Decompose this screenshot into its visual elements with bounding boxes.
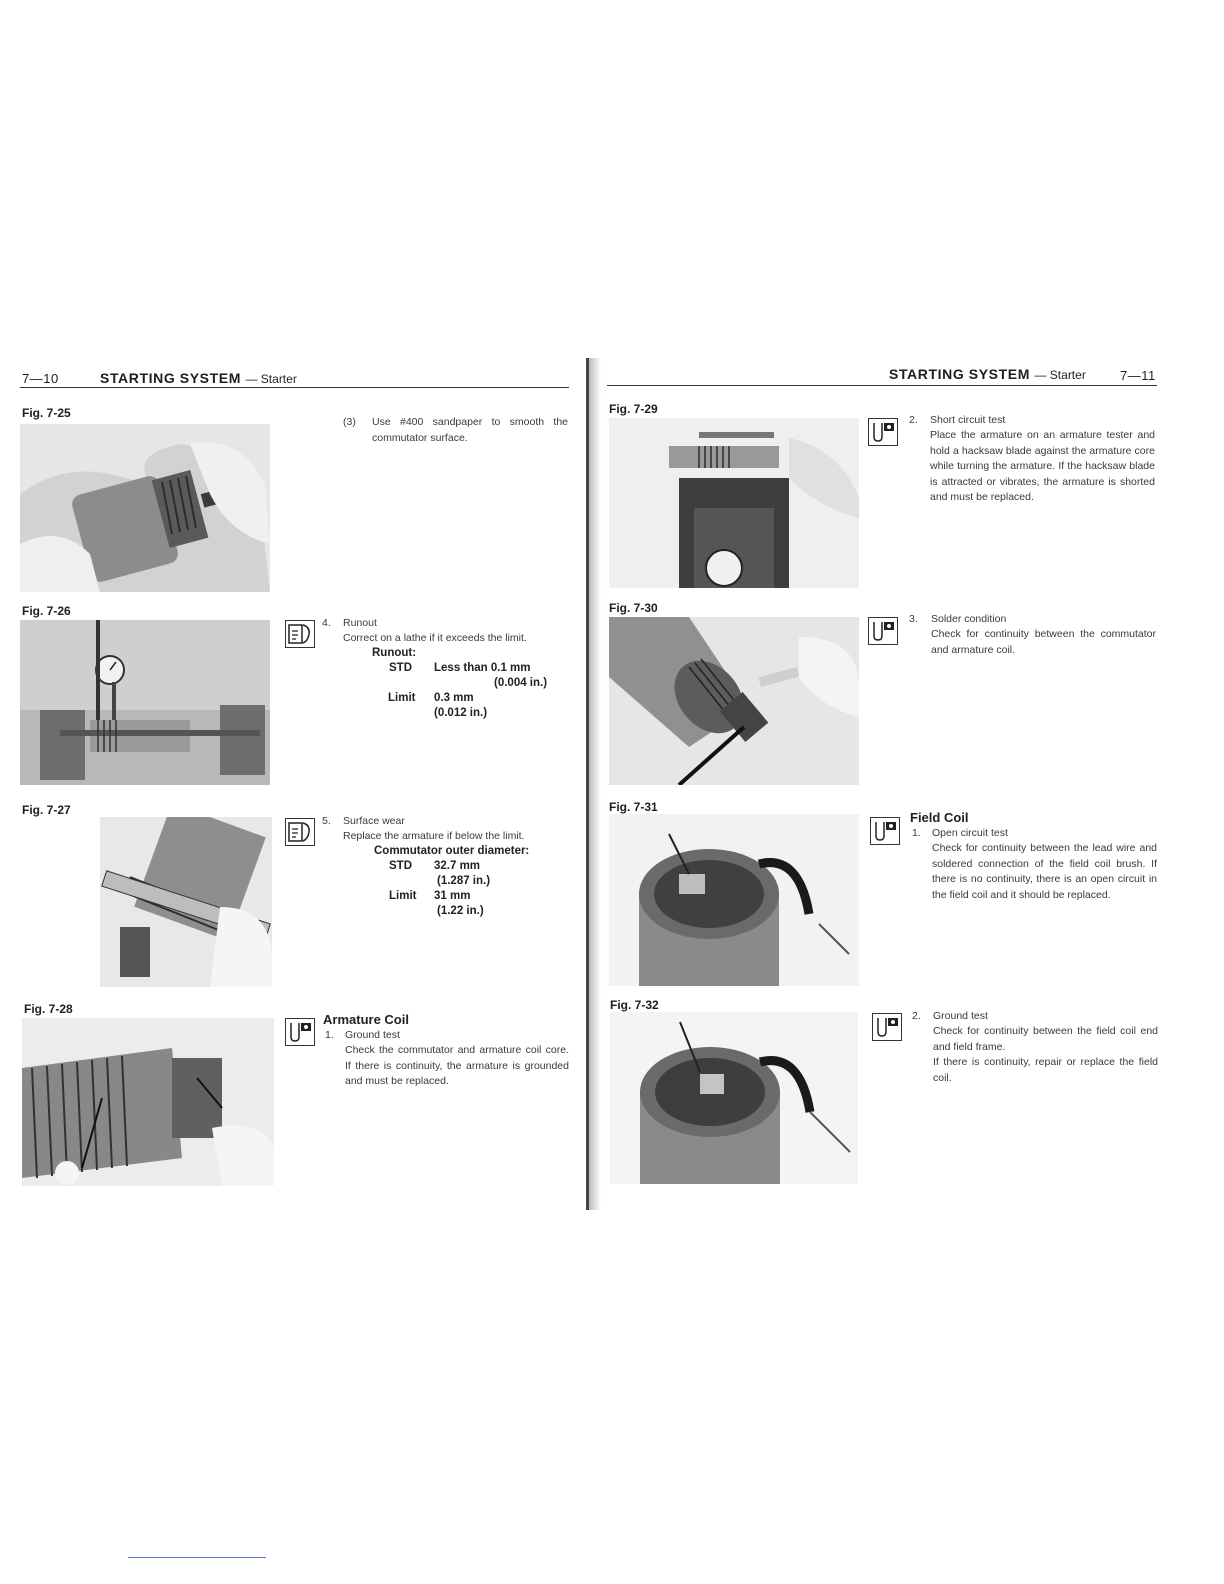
right-header-rule xyxy=(607,385,1157,386)
field-coil-step1-number: 1. xyxy=(912,827,921,839)
left-diameter-label: Commutator outer diameter: xyxy=(374,845,530,857)
left-step4-title: Runout xyxy=(343,617,377,629)
fig-7-25-photo xyxy=(20,424,270,592)
dial-indicator-illustration xyxy=(20,620,270,785)
fig-7-27-caption: Fig. 7-27 xyxy=(22,803,71,817)
right-step2-number: 2. xyxy=(909,414,918,426)
left-runout-std-label: STD xyxy=(389,662,412,674)
fig-7-26-caption: Fig. 7-26 xyxy=(22,604,71,618)
left-page-number: 7—10 xyxy=(22,371,59,386)
field-coil-open-illustration xyxy=(609,814,859,986)
fig-7-28-photo xyxy=(22,1018,274,1186)
right-page-number: 7—11 xyxy=(1120,368,1156,383)
inspect-icon xyxy=(868,617,898,645)
measure-icon xyxy=(285,620,315,648)
field-coil-step2-text: Check for continuity between the field coil end and field frame. xyxy=(933,1025,1158,1053)
fig-7-32-photo xyxy=(610,1012,858,1184)
fig-7-27-photo xyxy=(100,817,272,987)
inspect-icon xyxy=(285,1018,315,1046)
measure-icon xyxy=(285,818,315,846)
right-step3-text: Check for continuity between the commutator and armature coil. xyxy=(931,628,1156,656)
inspect-icon-glyph xyxy=(873,1014,901,1040)
field-coil-step2-number: 2. xyxy=(912,1010,921,1022)
left-runout-limit-value-in: (0.012 in.) xyxy=(434,707,488,719)
inspect-icon-glyph xyxy=(286,1019,314,1045)
gutter-shadow xyxy=(589,358,601,1210)
armature-coil-step-text: Check the commutator and armature coil core. If there is continuity, the armature is grounded and must be replaced. xyxy=(345,1044,569,1087)
armature-coil-step-title: Ground test xyxy=(345,1029,400,1041)
fig-7-29-caption: Fig. 7-29 xyxy=(609,402,658,416)
measure-icon-glyph xyxy=(286,819,314,845)
left-runout-label: Runout: xyxy=(372,647,417,659)
right-subtitle: — Starter xyxy=(1034,368,1086,382)
field-coil-ground-illustration xyxy=(610,1012,858,1184)
inspect-icon xyxy=(872,1013,902,1041)
commutator-check-illustration xyxy=(609,617,859,785)
measure-icon-glyph xyxy=(286,621,314,647)
inspect-icon-glyph xyxy=(869,419,897,445)
armature-coil-heading: Armature Coil xyxy=(323,1012,409,1027)
fig-7-30-photo xyxy=(609,617,859,785)
left-runout-std-value: Less than 0.1 mm xyxy=(434,662,531,674)
left-step5-number: 5. xyxy=(322,815,331,827)
inspect-icon xyxy=(868,418,898,446)
left-step3-text: Use #400 sandpaper to smooth the commutator surface. xyxy=(372,416,568,444)
left-diameter-limit-value: 31 mm xyxy=(434,890,471,902)
footer-underline xyxy=(128,1557,266,1558)
left-diameter-limit-label: Limit xyxy=(389,890,417,902)
left-step5-title: Surface wear xyxy=(343,815,405,827)
left-diameter-std-label: STD xyxy=(389,860,412,872)
fig-7-25-caption: Fig. 7-25 xyxy=(22,406,71,420)
right-step2-text: Place the armature on an armature tester and hold a hacksaw blade against the armature core while turning the armature. If the hacksaw blade is attracted or vibrates, the armature is shorted and must be replaced. xyxy=(930,429,1155,503)
inspect-icon-glyph xyxy=(869,618,897,644)
fig-7-31-photo xyxy=(609,814,859,986)
field-coil-step2-title: Ground test xyxy=(933,1010,988,1022)
left-runout-std-value-in: (0.004 in.) xyxy=(494,677,548,689)
left-step4-number: 4. xyxy=(322,617,331,629)
left-subtitle: — Starter xyxy=(245,372,297,386)
field-coil-step2-text2: If there is continuity, repair or replace the field coil. xyxy=(933,1056,1158,1084)
right-step2-title: Short circuit test xyxy=(930,414,1006,426)
right-title-text: STARTING SYSTEM xyxy=(889,366,1030,382)
inspect-icon xyxy=(870,817,900,845)
left-runout-limit-value: 0.3 mm xyxy=(434,692,474,704)
armature-in-hands-illustration xyxy=(20,424,270,592)
fig-7-28-caption: Fig. 7-28 xyxy=(24,1002,73,1016)
left-step5-text: Replace the armature if below the limit. xyxy=(343,830,525,842)
left-step4-text: Correct on a lathe if it exceeds the limit. xyxy=(343,632,527,644)
left-page-title xyxy=(100,370,297,386)
field-coil-step1-title: Open circuit test xyxy=(932,827,1008,839)
armature-tester-illustration xyxy=(609,418,859,588)
fig-7-32-caption: Fig. 7-32 xyxy=(610,998,659,1012)
left-step3-number: (3) xyxy=(343,416,356,428)
fig-7-31-caption: Fig. 7-31 xyxy=(609,800,658,814)
caliper-illustration xyxy=(100,817,272,987)
fig-7-26-photo xyxy=(20,620,270,785)
armature-coil-step-number: 1. xyxy=(325,1029,334,1041)
field-coil-heading: Field Coil xyxy=(910,810,969,825)
left-title-text: STARTING SYSTEM xyxy=(100,370,241,386)
inspect-icon-glyph xyxy=(871,818,899,844)
right-step3-number: 3. xyxy=(909,613,918,625)
right-page-title xyxy=(889,366,1086,382)
left-diameter-std-value: 32.7 mm xyxy=(434,860,481,872)
fig-7-30-caption: Fig. 7-30 xyxy=(609,601,658,615)
fig-7-29-photo xyxy=(609,418,859,588)
armature-probe-illustration xyxy=(22,1018,274,1186)
left-header-rule xyxy=(20,387,569,388)
right-step3-title: Solder condition xyxy=(931,613,1007,625)
field-coil-step1-text: Check for continuity between the lead wire and soldered connection of the field coil brush. If there is no continuity, there is an open circuit in the field coil and it should be replaced. xyxy=(932,842,1157,901)
left-runout-limit-label: Limit xyxy=(388,692,416,704)
left-diameter-limit-value-in: (1.22 in.) xyxy=(437,905,484,917)
left-diameter-std-value-in: (1.287 in.) xyxy=(437,875,491,887)
